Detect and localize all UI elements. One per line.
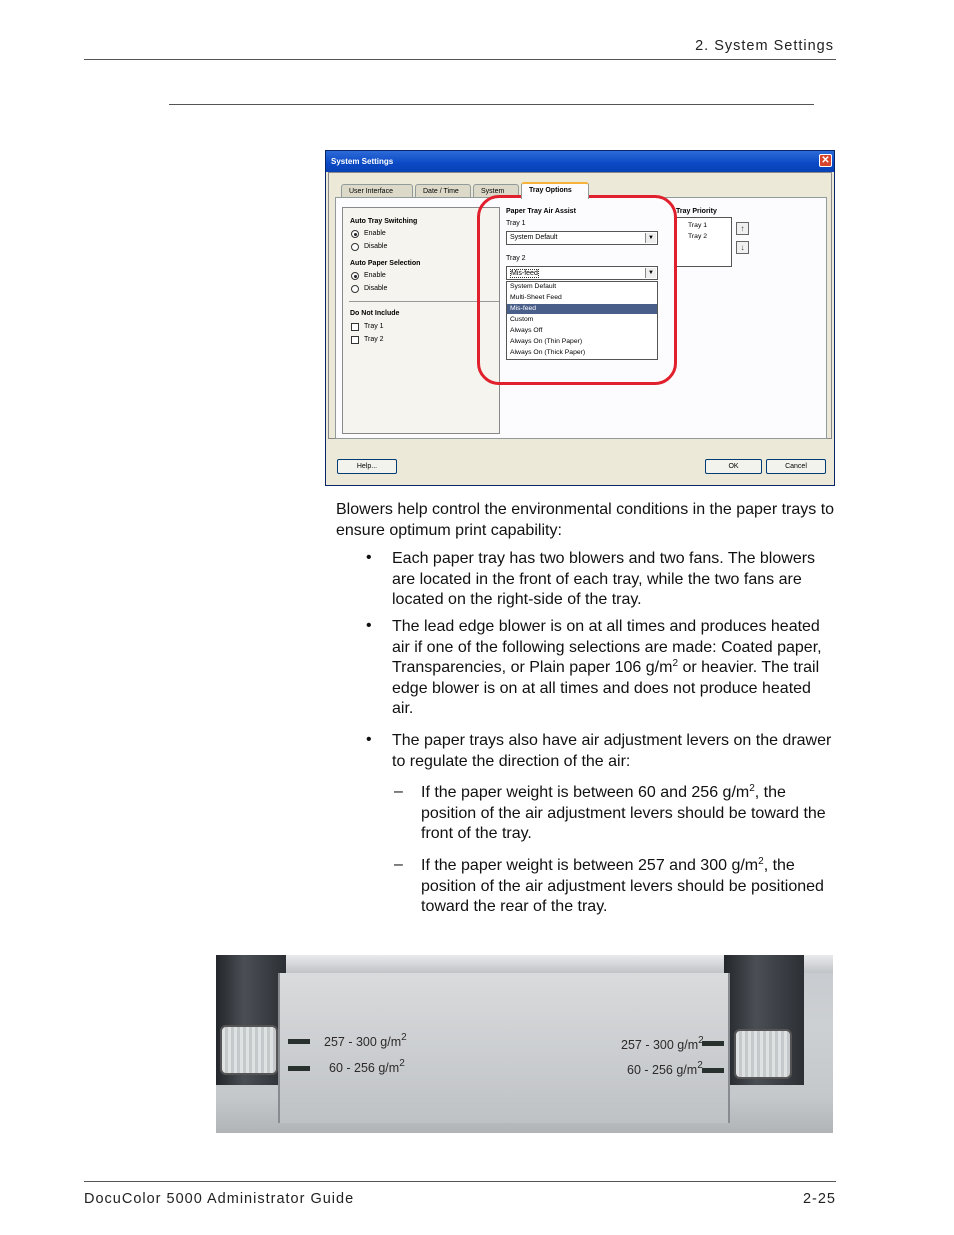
highlight-ring — [477, 195, 677, 385]
tray1-air-assist-value: System Default — [510, 234, 558, 241]
dropdown-option[interactable]: System Default — [510, 283, 557, 290]
cancel-button[interactable]: Cancel — [766, 459, 826, 474]
dropdown-option[interactable]: Multi-Sheet Feed — [510, 294, 562, 301]
tab-system[interactable]: System — [473, 184, 519, 198]
dropdown-option-selected[interactable]: Mis-feed — [510, 305, 537, 312]
auto-paper-selection-label: Auto Paper Selection — [350, 260, 421, 267]
sub-item: If the paper weight is between 60 and 256 $g/m^2$, the position of the air adjustment levers should be toward the front of the tray. — [421, 783, 826, 842]
do-not-include-label: Do Not Include — [350, 310, 400, 317]
dropdown-option[interactable]: Always On (Thick Paper) — [510, 349, 586, 356]
bullet-marker: • — [366, 617, 372, 634]
bullet-item: Each paper tray has two blowers and two fans. The blowers are located in the front of each tray, while the two fans are located on the right-side of the tray. — [392, 550, 816, 608]
running-header: 2. System Settings — [695, 38, 834, 54]
lever-mark — [288, 1039, 310, 1044]
dropdown-option[interactable]: Always Off — [510, 327, 543, 334]
exclude-tray2-checkbox[interactable] — [351, 336, 359, 344]
section-rule — [169, 104, 814, 105]
right-air-lever — [734, 1029, 792, 1079]
close-icon[interactable]: ✕ — [819, 154, 832, 167]
header-rule — [84, 59, 836, 60]
auto-paper-disable-label: Disable — [364, 285, 388, 292]
auto-tray-enable-label: Enable — [364, 230, 386, 237]
right-label-lower: 60 - 256 $g/m^2$ — [627, 1060, 703, 1077]
dropdown-option[interactable]: Custom — [510, 316, 534, 323]
ok-button[interactable]: OK — [705, 459, 762, 474]
footer-rule — [84, 1181, 836, 1182]
auto-tray-disable-radio[interactable] — [351, 243, 359, 251]
tray-priority-item[interactable]: Tray 2 — [688, 233, 708, 240]
exclude-tray2-label: Tray 2 — [364, 336, 384, 343]
tab-tray-options[interactable]: Tray Options — [521, 182, 589, 199]
tab-date-time[interactable]: Date / Time — [415, 184, 471, 198]
air-assist-label: Paper Tray Air Assist — [506, 208, 576, 215]
left-air-lever — [220, 1025, 278, 1075]
dash-marker: – — [394, 856, 403, 873]
bullet-item: The paper trays also have air adjustment levers on the drawer to regulate the direction of the air: — [392, 732, 832, 770]
chevron-down-icon[interactable]: ▼ — [645, 268, 656, 278]
bullet-marker: • — [366, 731, 372, 748]
auto-tray-disable-label: Disable — [364, 243, 388, 250]
exclude-tray1-label: Tray 1 — [364, 323, 384, 330]
footer-title: DocuColor 5000 Administrator Guide — [84, 1191, 355, 1207]
left-label-lower: 60 - 256 $g/m^2$ — [329, 1058, 405, 1075]
lever-mark — [288, 1066, 310, 1071]
dropdown-option[interactable]: Always On (Thin Paper) — [510, 338, 583, 345]
intro-paragraph: Blowers help control the environmental conditions in the paper trays to ensure optimum print capability: — [336, 501, 835, 539]
bullet-marker: • — [366, 549, 372, 566]
move-up-icon[interactable]: ↑ — [736, 222, 749, 235]
tray2-air-assist-value: Mis-feed — [511, 270, 538, 277]
auto-paper-enable-radio[interactable] — [351, 272, 359, 280]
tray1-label: Tray 1 — [506, 220, 526, 227]
tray-priority-list[interactable] — [674, 217, 732, 267]
auto-tray-enable-radio[interactable] — [351, 230, 359, 238]
auto-paper-disable-radio[interactable] — [351, 285, 359, 293]
tray2-label: Tray 2 — [506, 255, 526, 262]
tray-priority-item[interactable]: Tray 1 — [688, 222, 708, 229]
auto-paper-enable-label: Enable — [364, 272, 386, 279]
tray-lever-photo — [216, 955, 833, 1133]
dialog-titlebar — [326, 151, 834, 172]
left-label-upper: 257 - 300 $g/m^2$ — [324, 1032, 407, 1049]
auto-tray-switching-label: Auto Tray Switching — [350, 218, 418, 225]
exclude-tray1-checkbox[interactable] — [351, 323, 359, 331]
right-label-upper: 257 - 300 $g/m^2$ — [621, 1035, 704, 1052]
move-down-icon[interactable]: ↓ — [736, 241, 749, 254]
bullet-item: The lead edge blower is on at all times and produces heated air if one of the following selections are made: Coated paper, Transparencies, or Plain paper 106 $g/m^2$ or heavier. The trail edge blower is on at all times and does not produce heated air. — [392, 618, 822, 717]
chevron-down-icon[interactable]: ▼ — [645, 233, 656, 243]
help-button[interactable]: Help... — [337, 459, 397, 474]
dash-marker: – — [394, 783, 403, 800]
dialog-title: System Settings — [331, 157, 394, 166]
tray-priority-label: Tray Priority — [676, 208, 717, 215]
sub-item: If the paper weight is between 257 and 300 $g/m^2$, the position of the air adjustment levers should be positioned toward the rear of the tray. — [421, 856, 824, 915]
tab-user-interface[interactable]: User Interface — [341, 184, 413, 198]
lever-mark — [702, 1068, 724, 1073]
page-number: 2-25 — [802, 1191, 836, 1207]
lever-mark — [702, 1041, 724, 1046]
